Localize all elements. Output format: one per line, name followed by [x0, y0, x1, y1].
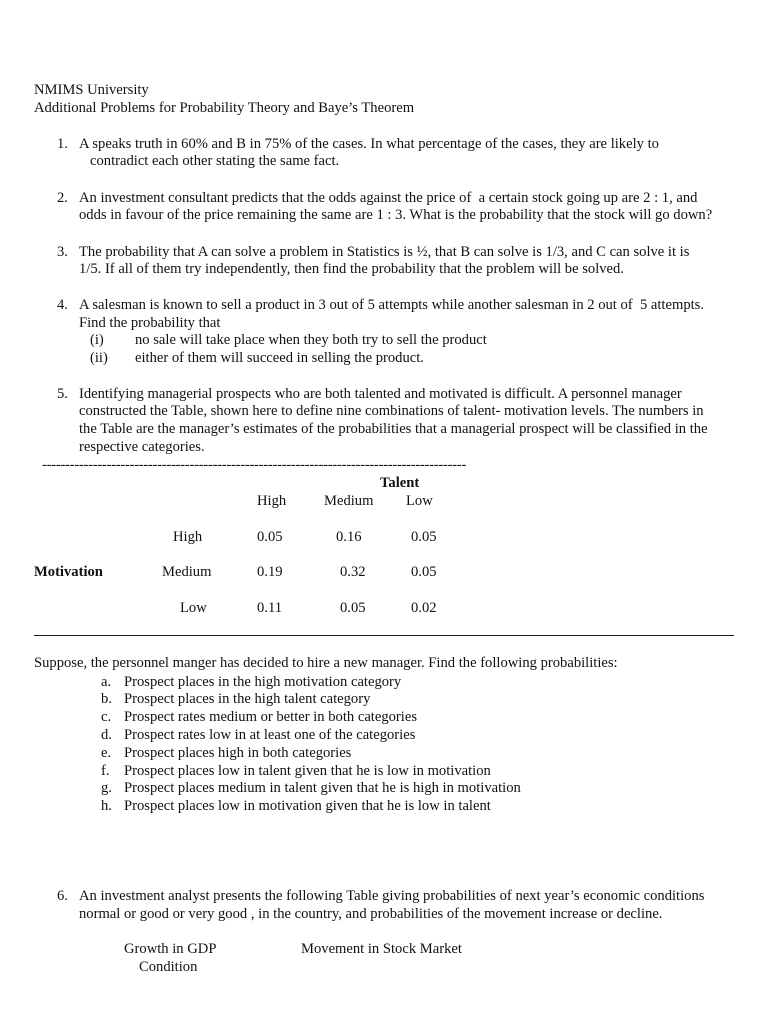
problem-number: 1.: [57, 136, 68, 152]
list-item: Prospect places in the high motivation category: [124, 674, 402, 690]
list-item-marker: b.: [101, 691, 112, 707]
problem-text-line: contradict each other stating the same fact.: [90, 153, 340, 169]
problem-text-line: A speaks truth in 60% and B in 75% of the cases. In what percentage of the cases, they are likely to: [79, 136, 659, 152]
table-column-header: Movement in Stock Market: [301, 941, 462, 957]
table-column-group-label: Talent: [380, 475, 420, 491]
problem-text-line: An investment consultant predicts that the odds against the price of a certain stock going up are 2 : 1, and: [79, 190, 698, 206]
table-cell: 0.19: [257, 564, 283, 580]
problem-text-line: 1/5. If all of them try independently, then find the probability that the problem will be solved.: [79, 261, 624, 277]
problem-number: 2.: [57, 190, 68, 206]
problem-text-line: Find the probability that: [79, 315, 221, 331]
problem-number: 3.: [57, 244, 68, 260]
problem-text-line: An investment analyst presents the following Table giving probabilities of next year’s economic conditions: [79, 888, 705, 904]
horizontal-rule: [34, 635, 734, 636]
subitem-marker: (ii): [90, 350, 108, 366]
list-item: Prospect rates medium or better in both categories: [124, 709, 418, 725]
table-cell: 0.05: [411, 564, 437, 580]
list-item-marker: e.: [101, 745, 112, 761]
list-item-marker: g.: [101, 780, 112, 796]
subitem-text: either of them will succeed in selling the product.: [135, 350, 424, 366]
problem-text-line: A salesman is known to sell a product in 3 out of 5 attempts while another salesman in 2 out of 5 attempts.: [79, 297, 704, 313]
problem-text-line: respective categories.: [79, 439, 205, 455]
problem-text-line: the Table are the manager’s estimates of the probabilities that a managerial prospect will be classified in the: [79, 421, 708, 437]
problem-text-line: Identifying managerial prospects who are both talented and motivated is difficult. A personnel manager: [79, 386, 682, 402]
table-cell: 0.02: [411, 600, 437, 616]
document-title: Additional Problems for Probability Theory and Baye’s Theorem: [34, 100, 415, 116]
table-column-header: High: [257, 493, 287, 509]
institution-name: NMIMS University: [34, 82, 149, 98]
list-item-marker: c.: [101, 709, 112, 725]
list-item: Prospect rates low in at least one of the categories: [124, 727, 416, 743]
problem-text-line: The probability that A can solve a problem in Statistics is ½, that B can solve is 1/3, and C can solve it is: [79, 244, 690, 260]
list-item: Prospect places medium in talent given that he is high in motivation: [124, 780, 521, 796]
table-cell: 0.05: [340, 600, 366, 616]
table-row-group-label: Motivation: [34, 564, 103, 580]
list-item-marker: h.: [101, 798, 112, 814]
problem-number: 6.: [57, 888, 68, 904]
problem-text-line: normal or good or very good , in the country, and probabilities of the movement increase or decline.: [79, 906, 663, 922]
list-item: Prospect places low in talent given that he is low in motivation: [124, 763, 491, 779]
problem-number: 4.: [57, 297, 68, 313]
table-column-header: Low: [406, 493, 433, 509]
problem-text-line: odds in favour of the price remaining the same are 1 : 3. What is the probability that the stock will go down?: [79, 207, 713, 223]
problem-number: 5.: [57, 386, 68, 402]
table-row-label: Medium: [162, 564, 212, 580]
table-column-header: Medium: [324, 493, 374, 509]
question-intro: Suppose, the personnel manger has decided to hire a new manager. Find the following probabilities:: [34, 655, 618, 671]
table-cell: 0.16: [336, 529, 362, 545]
list-item-marker: d.: [101, 727, 112, 743]
subitem-text: no sale will take place when they both try to sell the product: [135, 332, 487, 348]
subitem-marker: (i): [90, 332, 104, 348]
list-item-marker: a.: [101, 674, 112, 690]
table-column-header: Growth in GDP: [124, 941, 217, 957]
list-item: Prospect places low in motivation given that he is low in talent: [124, 798, 491, 814]
table-cell: 0.32: [340, 564, 366, 580]
table-cell: 0.11: [257, 600, 282, 616]
table-cell: 0.05: [257, 529, 283, 545]
dashed-separator: --------------------------------------------------------------------------------------------: [42, 457, 467, 473]
list-item: Prospect places high in both categories: [124, 745, 352, 761]
table-column-header: Condition: [139, 959, 198, 975]
table-row-label: High: [173, 529, 203, 545]
problem-text-line: constructed the Table, shown here to define nine combinations of talent- motivation levels. The numbers in: [79, 403, 704, 419]
list-item-marker: f.: [101, 763, 110, 779]
table-cell: 0.05: [411, 529, 437, 545]
table-row-label: Low: [180, 600, 207, 616]
list-item: Prospect places in the high talent category: [124, 691, 371, 707]
